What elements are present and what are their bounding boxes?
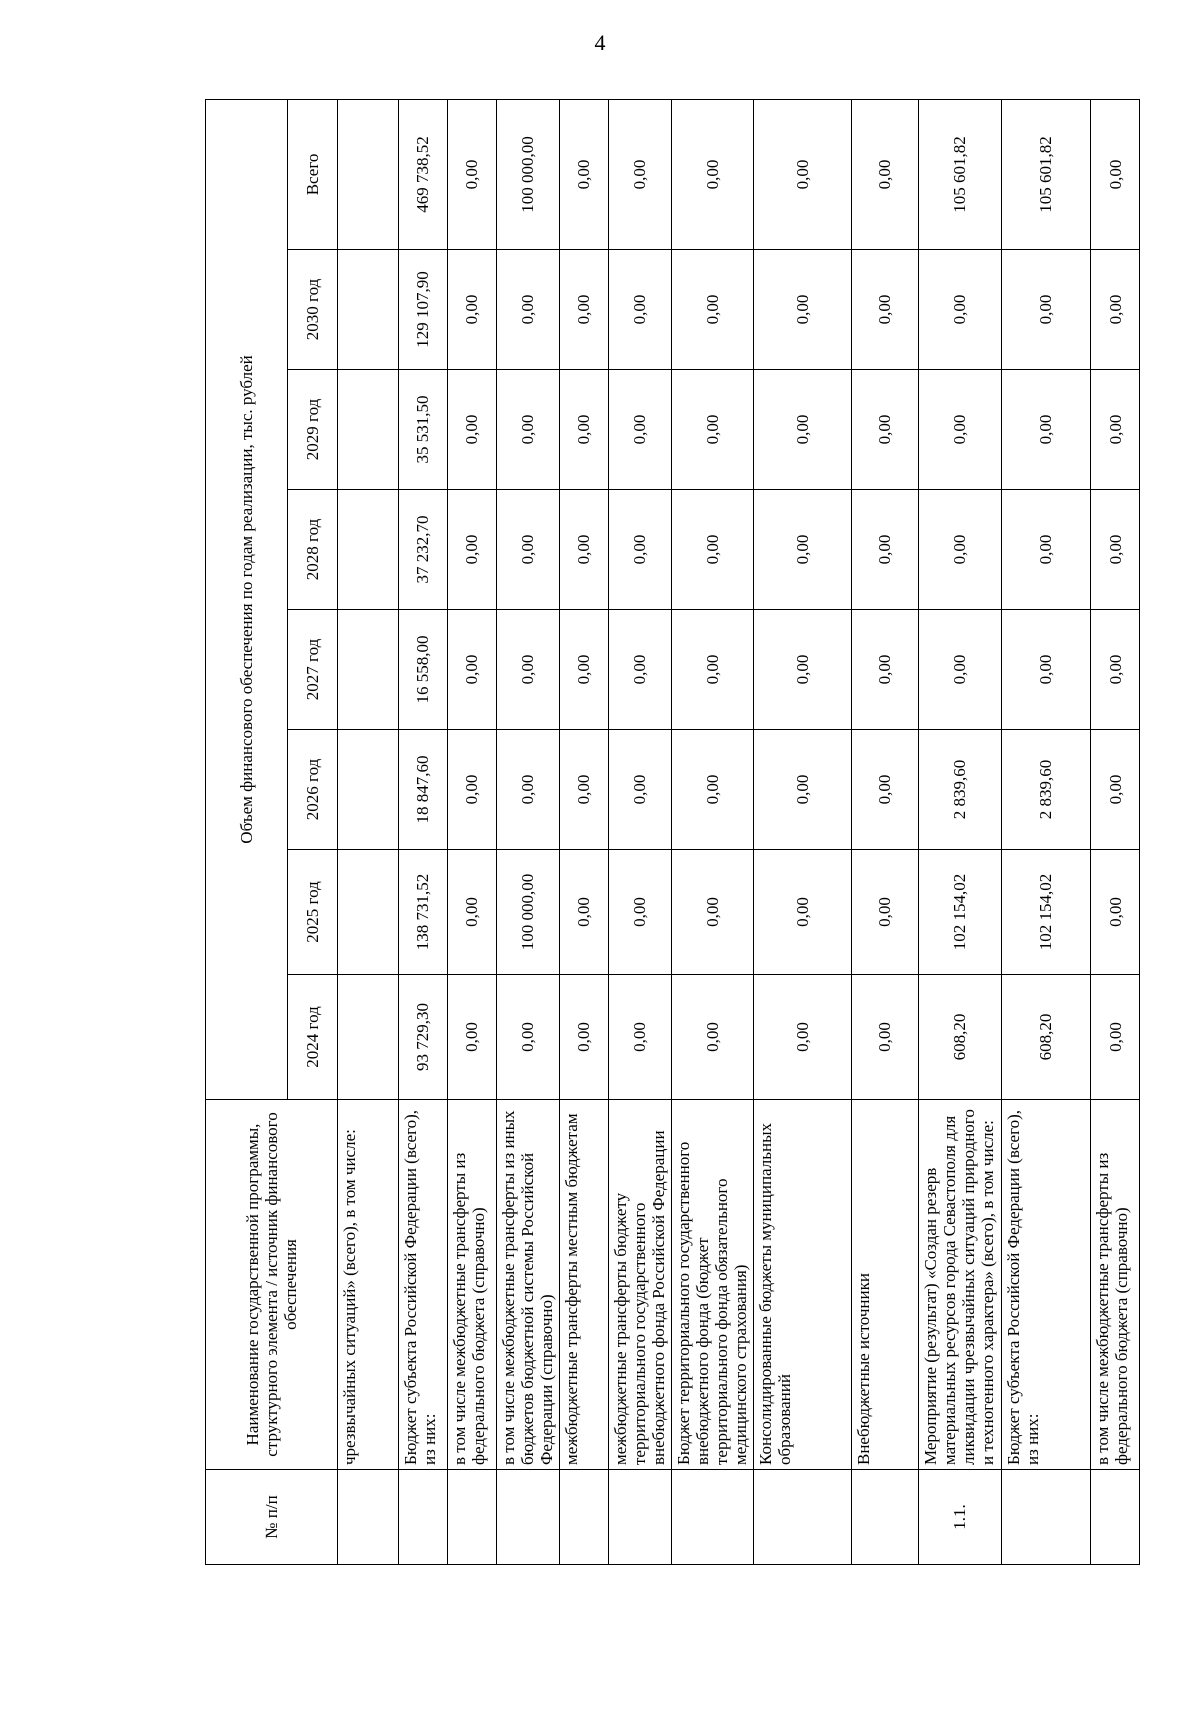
year-value-cell: 0,00 xyxy=(496,610,559,730)
year-value-cell: 0,00 xyxy=(671,250,754,370)
total-value-cell: 105 601,82 xyxy=(1001,99,1091,249)
header-year: 2027 год xyxy=(288,610,338,730)
year-value-cell: 0,00 xyxy=(754,850,852,975)
year-value-cell: 35 531,50 xyxy=(399,370,448,490)
row-name-cell: в том числе межбюджетные трансферты из федерального бюджета (справочно) xyxy=(1091,1100,1140,1470)
table-row xyxy=(608,99,671,1564)
year-value-cell: 0,00 xyxy=(1091,490,1140,610)
year-value-cell: 0,00 xyxy=(671,610,754,730)
total-value-cell: 0,00 xyxy=(671,99,754,249)
year-value-cell: 0,00 xyxy=(559,490,608,610)
year-value-cell: 0,00 xyxy=(1091,730,1140,850)
year-value-cell: 0,00 xyxy=(559,730,608,850)
year-value-cell: 0,00 xyxy=(919,370,1002,490)
row-number-cell xyxy=(559,1470,608,1565)
total-value-cell: 0,00 xyxy=(754,99,852,249)
year-value-cell: 0,00 xyxy=(559,975,608,1100)
table-row xyxy=(754,99,852,1564)
year-value-cell: 0,00 xyxy=(496,975,559,1100)
total-value-cell xyxy=(338,99,399,249)
row-name-cell: Мероприятие (результат) «Создан резерв материальных ресурсов города Севастополя для ликвидации чрезвычайных ситуаций природного и техногенного характера» (всего), в том числе: xyxy=(919,1100,1002,1470)
row-number-cell xyxy=(399,1470,448,1565)
row-number-cell xyxy=(754,1470,852,1565)
year-value-cell: 0,00 xyxy=(447,975,496,1100)
year-value-cell: 0,00 xyxy=(851,490,918,610)
total-value-cell: 469 738,52 xyxy=(399,99,448,249)
year-value-cell: 102 154,02 xyxy=(919,850,1002,975)
year-value-cell xyxy=(338,610,399,730)
table-row xyxy=(851,99,918,1564)
year-value-cell xyxy=(338,975,399,1100)
table-row xyxy=(919,99,1002,1564)
year-value-cell: 0,00 xyxy=(608,850,671,975)
header-year: 2028 год xyxy=(288,490,338,610)
year-value-cell xyxy=(338,850,399,975)
table-row xyxy=(671,99,754,1564)
year-value-cell xyxy=(338,250,399,370)
year-value-cell: 0,00 xyxy=(447,850,496,975)
year-value-cell: 0,00 xyxy=(608,975,671,1100)
year-value-cell: 102 154,02 xyxy=(1001,850,1091,975)
year-value-cell: 0,00 xyxy=(851,730,918,850)
year-value-cell: 0,00 xyxy=(559,610,608,730)
year-value-cell: 0,00 xyxy=(1091,610,1140,730)
header-year: 2029 год xyxy=(288,370,338,490)
row-number-cell xyxy=(671,1470,754,1565)
year-value-cell: 0,00 xyxy=(447,370,496,490)
year-value-cell: 0,00 xyxy=(919,610,1002,730)
year-value-cell: 0,00 xyxy=(496,730,559,850)
year-value-cell: 0,00 xyxy=(559,370,608,490)
row-name-cell: в том числе межбюджетные трансферты из федерального бюджета (справочно) xyxy=(447,1100,496,1470)
row-name-cell: Бюджет территориального государственного внебюджетного фонда (бюджет территориального фонда обязательного медицинского страхования) xyxy=(671,1100,754,1470)
year-value-cell: 608,20 xyxy=(919,975,1002,1100)
year-value-cell: 0,00 xyxy=(754,610,852,730)
total-value-cell: 0,00 xyxy=(559,99,608,249)
table-row xyxy=(559,99,608,1564)
year-value-cell: 0,00 xyxy=(671,975,754,1100)
row-name-cell: чрезвычайных ситуаций» (всего), в том числе: xyxy=(338,1100,399,1470)
header-year: 2024 год xyxy=(288,975,338,1100)
year-value-cell: 0,00 xyxy=(671,850,754,975)
year-value-cell: 0,00 xyxy=(1091,370,1140,490)
header-name: Наименование государственной программы, структурного элемента / источник финансового обеспечения xyxy=(206,1100,338,1470)
header-year: 2025 год xyxy=(288,850,338,975)
year-value-cell: 100 000,00 xyxy=(496,850,559,975)
total-value-cell: 0,00 xyxy=(1091,99,1140,249)
year-value-cell: 0,00 xyxy=(851,250,918,370)
year-value-cell: 0,00 xyxy=(496,490,559,610)
year-value-cell: 0,00 xyxy=(754,730,852,850)
year-value-cell: 2 839,60 xyxy=(919,730,1002,850)
year-value-cell: 2 839,60 xyxy=(1001,730,1091,850)
year-value-cell: 0,00 xyxy=(1001,610,1091,730)
page-number: 4 xyxy=(594,30,606,55)
financing-table xyxy=(205,99,1140,1565)
table-row xyxy=(399,99,448,1564)
total-value-cell: 105 601,82 xyxy=(919,99,1002,249)
row-name-cell: Бюджет субъекта Российской Федерации (всего), из них: xyxy=(1001,1100,1091,1470)
table-row xyxy=(447,99,496,1564)
table-body xyxy=(338,99,1140,1564)
year-value-cell: 608,20 xyxy=(1001,975,1091,1100)
row-name-cell: в том числе межбюджетные трансферты из иных бюджетов бюджетной системы Российской Федерации (справочно) xyxy=(496,1100,559,1470)
year-value-cell: 0,00 xyxy=(447,610,496,730)
row-name-cell: Консолидированные бюджеты муниципальных образований xyxy=(754,1100,852,1470)
year-value-cell: 0,00 xyxy=(608,730,671,850)
header-year: 2030 год xyxy=(288,250,338,370)
header-np: № п/п xyxy=(206,1470,338,1565)
row-number-cell xyxy=(851,1470,918,1565)
rotated-table-wrapper xyxy=(205,100,1140,1565)
year-value-cell: 0,00 xyxy=(447,250,496,370)
row-name-cell: межбюджетные трансферты бюджету территориального государственного внебюджетного фонда Российской Федерации xyxy=(608,1100,671,1470)
year-value-cell: 0,00 xyxy=(671,370,754,490)
year-value-cell: 0,00 xyxy=(671,730,754,850)
year-value-cell: 0,00 xyxy=(559,850,608,975)
row-number-cell xyxy=(496,1470,559,1565)
year-value-cell: 0,00 xyxy=(559,250,608,370)
year-value-cell: 0,00 xyxy=(919,250,1002,370)
table-row xyxy=(1091,99,1140,1564)
year-value-cell: 0,00 xyxy=(851,850,918,975)
year-value-cell: 37 232,70 xyxy=(399,490,448,610)
year-value-cell: 16 558,00 xyxy=(399,610,448,730)
total-value-cell: 100 000,00 xyxy=(496,99,559,249)
year-value-cell: 0,00 xyxy=(496,250,559,370)
row-number-cell xyxy=(447,1470,496,1565)
total-value-cell: 0,00 xyxy=(608,99,671,249)
year-value-cell xyxy=(338,730,399,850)
year-value-cell: 138 731,52 xyxy=(399,850,448,975)
year-value-cell: 0,00 xyxy=(754,250,852,370)
year-value-cell: 0,00 xyxy=(496,370,559,490)
year-value-cell: 0,00 xyxy=(1091,975,1140,1100)
total-value-cell: 0,00 xyxy=(851,99,918,249)
header-row-1 xyxy=(206,99,288,1564)
year-value-cell: 129 107,90 xyxy=(399,250,448,370)
table-row xyxy=(496,99,559,1564)
row-number-cell xyxy=(1091,1470,1140,1565)
year-value-cell: 0,00 xyxy=(1091,850,1140,975)
year-value-cell: 0,00 xyxy=(851,370,918,490)
header-group: Объем финансового обеспечения по годам реализации, тыс. рублей xyxy=(206,99,288,1099)
row-name-cell: Бюджет субъекта Российской Федерации (всего), из них: xyxy=(399,1100,448,1470)
year-value-cell: 0,00 xyxy=(1001,370,1091,490)
year-value-cell xyxy=(338,490,399,610)
year-value-cell: 0,00 xyxy=(608,610,671,730)
year-value-cell: 18 847,60 xyxy=(399,730,448,850)
total-value-cell: 0,00 xyxy=(447,99,496,249)
row-name-cell: Внебюджетные источники xyxy=(851,1100,918,1470)
row-number-cell xyxy=(608,1470,671,1565)
year-value-cell: 93 729,30 xyxy=(399,975,448,1100)
year-value-cell: 0,00 xyxy=(754,490,852,610)
year-value-cell: 0,00 xyxy=(754,370,852,490)
year-value-cell: 0,00 xyxy=(919,490,1002,610)
row-number-cell: 1.1. xyxy=(919,1470,1002,1565)
row-number-cell xyxy=(1001,1470,1091,1565)
year-value-cell: 0,00 xyxy=(851,610,918,730)
table-row xyxy=(1001,99,1091,1564)
year-value-cell: 0,00 xyxy=(447,730,496,850)
year-value-cell: 0,00 xyxy=(1091,250,1140,370)
header-total: Всего xyxy=(288,99,338,249)
header-year: 2026 год xyxy=(288,730,338,850)
year-value-cell xyxy=(338,370,399,490)
year-value-cell: 0,00 xyxy=(851,975,918,1100)
table-row xyxy=(338,99,399,1564)
row-name-cell: межбюджетные трансферты местным бюджетам xyxy=(559,1100,608,1470)
year-value-cell: 0,00 xyxy=(608,370,671,490)
row-number-cell xyxy=(338,1470,399,1565)
year-value-cell: 0,00 xyxy=(1001,250,1091,370)
year-value-cell: 0,00 xyxy=(1001,490,1091,610)
year-value-cell: 0,00 xyxy=(608,250,671,370)
year-value-cell: 0,00 xyxy=(608,490,671,610)
year-value-cell: 0,00 xyxy=(671,490,754,610)
year-value-cell: 0,00 xyxy=(754,975,852,1100)
year-value-cell: 0,00 xyxy=(447,490,496,610)
